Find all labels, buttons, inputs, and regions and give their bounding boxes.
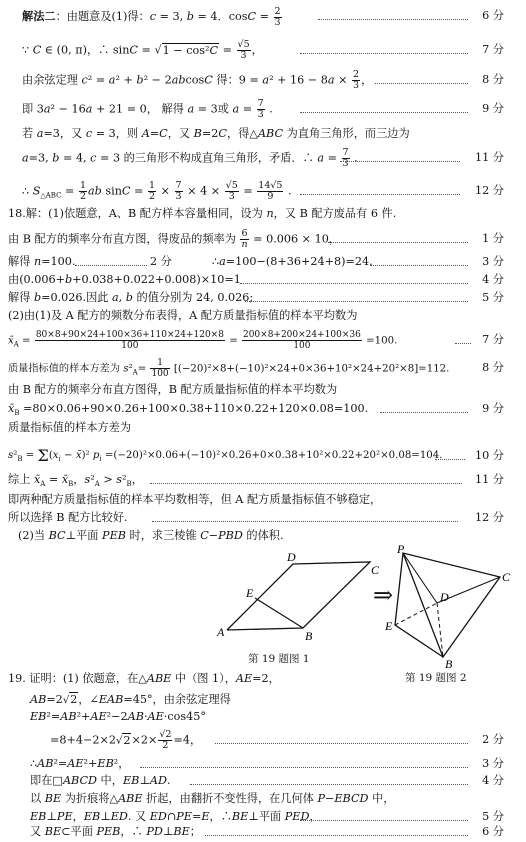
line-30-text: 以 BE 为折痕将△ABE 折起，由翻折不变性得，在几何体 P−EBCD 中， bbox=[30, 792, 395, 805]
figure-1-caption: 第 19 题图 1 bbox=[248, 653, 310, 665]
dot-leader bbox=[215, 743, 468, 744]
dot-leader bbox=[300, 53, 468, 54]
line-24 bbox=[0, 669, 526, 689]
label-c: C bbox=[371, 563, 380, 577]
score-label: 6 分 bbox=[482, 825, 504, 838]
line-8 bbox=[0, 204, 526, 224]
score-label: 2 分 bbox=[150, 255, 172, 268]
score-label: 10 分 bbox=[475, 449, 504, 462]
line-5-text: 若 a=3，又 c = 3，则 A=C，又 B=2C，得△ABC 为直角三角形，而三边为 bbox=[22, 127, 410, 140]
dot-leader bbox=[190, 784, 468, 785]
line-16-text: 由 B 配方的频率分布直方图得，B 配方质量指标值的样本平均数为 bbox=[8, 383, 338, 396]
line-12 bbox=[0, 288, 526, 308]
label-p: P bbox=[397, 545, 405, 556]
score-label: 12 分 bbox=[475, 184, 504, 197]
line-9-text: 由 B 配方的频率分布直方图，得废品的频率为 $\frac{6}{n}$ = 0.006 × 10， bbox=[8, 228, 341, 250]
line-14 bbox=[0, 330, 526, 350]
score-label: 7 分 bbox=[482, 333, 504, 346]
dot-leader bbox=[150, 483, 462, 484]
line-21 bbox=[0, 490, 526, 510]
figure-2-tetrahedron bbox=[385, 545, 515, 670]
line-10 bbox=[0, 252, 526, 272]
line-5 bbox=[0, 124, 526, 144]
dot-leader bbox=[380, 412, 468, 413]
dot-leader bbox=[245, 301, 468, 302]
line-2 bbox=[0, 40, 526, 60]
score-label: 1 分 bbox=[482, 232, 504, 245]
line-10-text-2: ∴a=100−(8+36+24+8)=24. bbox=[212, 255, 373, 268]
dot-leader bbox=[300, 820, 468, 821]
line-32 bbox=[0, 822, 526, 842]
line-29-text: 即在□ABCD 中，EB⊥AD. bbox=[30, 774, 171, 787]
line-11 bbox=[0, 270, 526, 290]
line-24-text: 19. 证明：(1) 依题意，在△ABE 中（图 1），AE=2， bbox=[8, 672, 280, 685]
score-label: 3 分 bbox=[482, 255, 504, 268]
score-label: 5 分 bbox=[482, 810, 504, 823]
line-26 bbox=[0, 707, 526, 727]
line-21-text: 即两种配方质量指标值的样本平均数相等，但 A 配方质量指标值不够稳定， bbox=[8, 493, 382, 506]
line-25-text: AB=2√2，∠EAB=45°，由余弦定理得 bbox=[30, 693, 231, 706]
dot-leader bbox=[75, 265, 147, 266]
dot-leader bbox=[300, 194, 460, 195]
score-label: 6 分 bbox=[482, 9, 504, 22]
dot-leader bbox=[240, 283, 468, 284]
line-15 bbox=[0, 358, 526, 378]
score-label: 2 分 bbox=[482, 733, 504, 746]
score-label: 12 分 bbox=[475, 511, 504, 524]
dot-leader bbox=[375, 83, 468, 84]
score-label: 11 分 bbox=[475, 473, 504, 486]
score-label: 5 分 bbox=[482, 291, 504, 304]
label-e: E bbox=[385, 619, 393, 633]
label-b: B bbox=[305, 629, 313, 643]
line-6-text: a=3, b = 4, c = 3 的三角形不构成直角三角形，矛盾．∴ a = $\frac{7}{3}$ . bbox=[22, 147, 358, 169]
line-27-text: =8+4−2×2√2×2× $\frac{√2}{2}$ =4， bbox=[50, 729, 202, 751]
line-13-text: (2)由(1)及 A 配方的频数分布表得，A 配方质量指标值的样本平均数为 bbox=[8, 309, 358, 322]
score-label: 9 分 bbox=[482, 402, 504, 415]
dot-leader bbox=[140, 767, 468, 768]
line-14-text: $x̄_A$ = $\frac{80\times 8+90\times 24+100\times 36+110\times 24+120\times 8}{100}$ = $\frac{200\times 8+200\times 24+100\times 36}{100}$ =100. bbox=[8, 330, 398, 351]
line-7 bbox=[0, 181, 526, 201]
line-11-text: 由(0.006+b+0.038+0.022+0.008)×10=1 bbox=[8, 273, 241, 286]
score-label: 8 分 bbox=[482, 73, 504, 86]
line-20-text: 综上 $x̄_A$ = $x̄_B$，$s^2_A > s^2_B$， bbox=[8, 473, 143, 489]
line-29 bbox=[0, 771, 526, 791]
dot-leader bbox=[205, 835, 468, 836]
score-label: 11 分 bbox=[475, 151, 504, 164]
dot-leader bbox=[340, 161, 460, 162]
label-b: B bbox=[445, 657, 453, 670]
line-18 bbox=[0, 418, 526, 438]
line-27 bbox=[0, 730, 526, 750]
line-15-text: 质量指标值的样本方差为 $s^2_A=$ $\frac{1}{100}$ [(−20)²×8+(−10)²×24+0×36+10²×24+20²×8]=112. bbox=[8, 358, 450, 379]
score-label: 3 分 bbox=[482, 757, 504, 770]
line-19 bbox=[0, 446, 526, 466]
line-26-text: EB²=AB²+AE²−2AB·AE·cos45° bbox=[30, 710, 206, 723]
line-2-text: ∵ C ∈ (0, π)，∴ sinC = √1 − cos²C = $\frac{√5}{3}$ ， bbox=[22, 39, 263, 61]
transform-arrow: ⇒ bbox=[373, 581, 394, 609]
label-a: A bbox=[217, 625, 225, 639]
score-label: 7 分 bbox=[482, 43, 504, 56]
line-28-text: ∴AB²=AE²+EB²， bbox=[30, 757, 130, 770]
dot-leader bbox=[435, 459, 465, 460]
line-8-text: 18.解：(1)依题意，A、B 配方样本容量相同，设为 n，又 B 配方废品有 6 件. bbox=[8, 207, 397, 220]
line-17 bbox=[0, 399, 526, 419]
line-7-text: ∴ $S_{\triangle ABC}$ = $\frac{1}{2}$ ab sinC = $\frac{1}{2}$ × $\frac{7}{3}$ × 4 × $\frac{√5}{3}$ = $\frac{14√5}{9}$ . bbox=[22, 180, 292, 202]
line-30 bbox=[0, 789, 526, 809]
figure-2-caption: 第 19 题图 2 bbox=[405, 672, 467, 684]
line-32-text: 又 BE⊂平面 PEB，∴ PD⊥BE； bbox=[30, 825, 201, 838]
label-d: D bbox=[440, 590, 449, 604]
score-label: 8 分 bbox=[482, 361, 504, 374]
line-3-text: 由余弦定理 c² = a² + b² − 2abcosC 得：9 = a² + 16 − 8a × $\frac{2}{3}$ ， bbox=[22, 69, 373, 91]
figure-1-parallelogram bbox=[215, 552, 395, 647]
line-22 bbox=[0, 508, 526, 528]
line-16 bbox=[0, 380, 526, 400]
line-22-text: 所以选择 B 配方比较好. bbox=[8, 511, 128, 524]
dot-leader bbox=[152, 521, 458, 522]
score-label: 9 分 bbox=[482, 102, 504, 115]
line-23-text: (2)当 BC⊥平面 PEB 时，求三棱锥 C−PBD 的体积. bbox=[18, 529, 284, 542]
line-13 bbox=[0, 306, 526, 326]
line-10-text: 解得 n=100. bbox=[8, 255, 76, 268]
line-19-text: $s^2_B = \Sigma(x_i$ − x̄)² $p_i =(-20)^2\times 0.06+(-10)^2\times 0.26+0\times 0.38+10^2\times 0.22+20^2\times 0.08=104$. bbox=[8, 446, 443, 465]
line-4-text: 即 3a² − 16a + 21 = 0， 解得 a = 3或 a = $\frac{7}{3}$ . bbox=[22, 98, 273, 120]
label-d: D bbox=[287, 552, 296, 564]
dot-leader bbox=[300, 112, 468, 113]
line-1 bbox=[0, 6, 526, 26]
score-label: 4 分 bbox=[482, 774, 504, 787]
dot-leader bbox=[455, 343, 471, 344]
line-1-text: 解法二：由题意及(1)得：c = 3, b = 4．cosC = $\frac{2}{3}$ bbox=[22, 5, 281, 28]
label-c: C bbox=[502, 570, 511, 584]
line-3 bbox=[0, 70, 526, 90]
dot-leader bbox=[370, 265, 468, 266]
line-4 bbox=[0, 99, 526, 119]
dot-leader bbox=[318, 19, 468, 20]
line-9 bbox=[0, 229, 526, 249]
score-label: 4 分 bbox=[482, 273, 504, 286]
label-e: E bbox=[246, 586, 254, 600]
line-23 bbox=[0, 526, 526, 546]
line-31-text: EB⊥PE，EB⊥ED. 又 ED∩PE=E，∴BE⊥平面 PED， bbox=[30, 810, 321, 823]
dot-leader bbox=[328, 242, 468, 243]
line-18-text: 质量指标值的样本方差为 bbox=[8, 421, 132, 434]
line-6 bbox=[0, 148, 526, 168]
line-12-text: 解得 b=0.026.因此 a, b 的值分别为 24, 0.026; bbox=[8, 291, 254, 304]
line-20 bbox=[0, 470, 526, 490]
line-17-text: $x̄_B =80\times 0.06+90\times 0.26+100\times 0.38+110\times 0.22+120\times 0.08=100$. bbox=[8, 402, 369, 418]
